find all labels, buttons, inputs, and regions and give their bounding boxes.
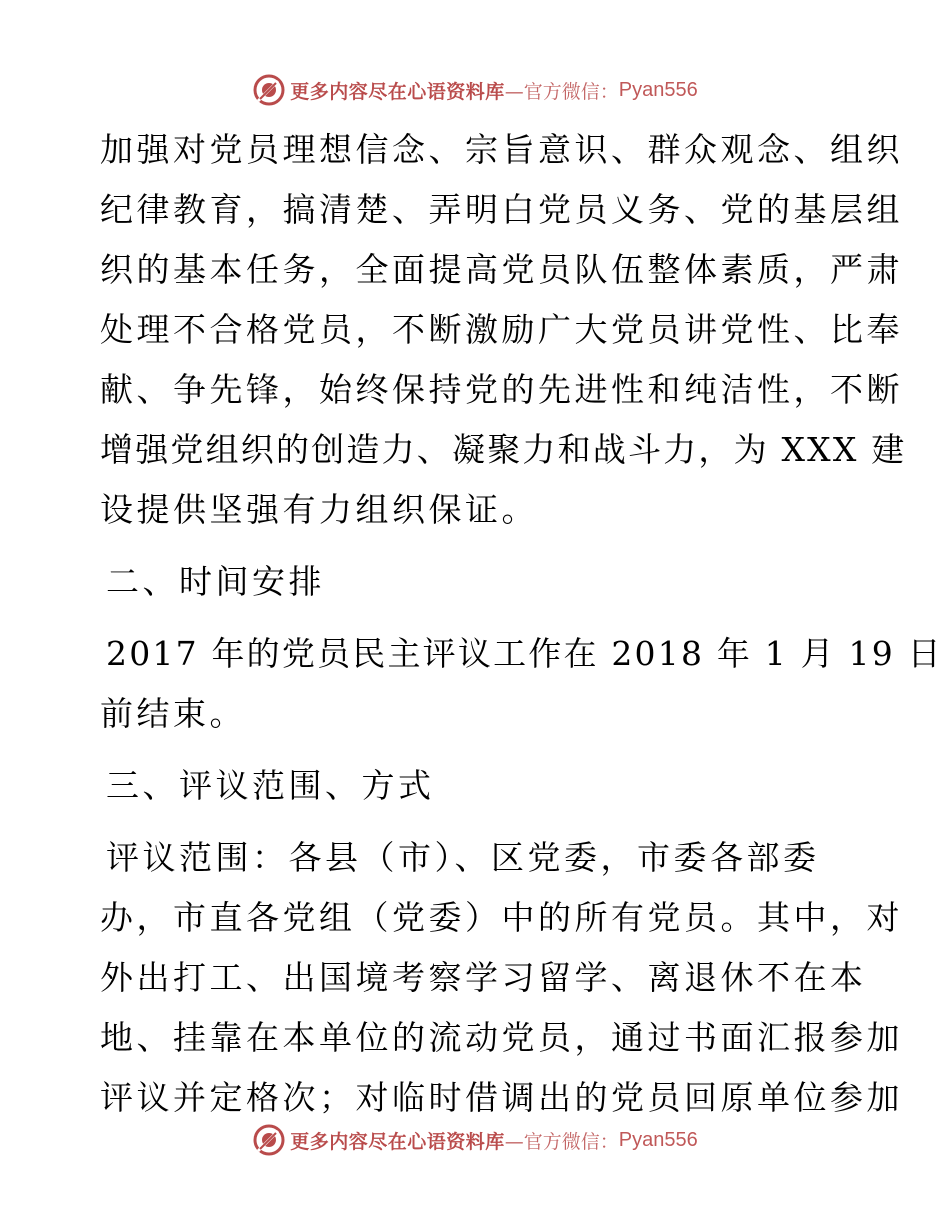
paragraph-1-line: 加强对党员理想信念、宗旨意识、群众观念、组织 <box>100 130 903 169</box>
paragraph-3-line: 办，市直各党组（党委）中的所有党员。其中，对 <box>100 898 903 937</box>
watermark-wechat-id: Pyan556 <box>618 1128 698 1151</box>
paragraph-3-line: 地、挂靠在本单位的流动党员，通过书面汇报参加 <box>100 1018 903 1057</box>
paragraph-1-line: 增强党组织的创造力、凝聚力和战斗力，为 XXX 建 <box>100 430 907 469</box>
paragraph-1-line: 设提供坚强有力组织保证。 <box>100 490 538 529</box>
paragraph-1-line: 纪律教育，搞清楚、弄明白党员义务、党的基层组 <box>100 190 903 229</box>
paragraph-1-line: 处理不合格党员，不断激励广大党员讲党性、比奉 <box>100 310 903 349</box>
paragraph-1-line: 织的基本任务，全面提高党员队伍整体素质，严肃 <box>100 250 903 289</box>
paragraph-1-line: 献、争先锋，始终保持党的先进性和纯洁性，不断 <box>100 370 903 409</box>
document-body <box>100 120 943 1128</box>
watermark-logo-icon <box>252 73 286 107</box>
watermark-secondary-text: —官方微信： <box>504 80 619 103</box>
paragraph-3-line: 评议并定格次；对临时借调出的党员回原单位参加 <box>100 1078 903 1117</box>
section-heading-scope: 三、评议范围、方式 <box>106 766 435 805</box>
watermark-wechat-id: Pyan556 <box>618 78 698 101</box>
paragraph-2-line: 前结束。 <box>100 694 246 733</box>
paragraph-3-line: 评议范围：各县（市）、区党委，市委各部委 <box>106 838 820 877</box>
paragraph-2-line: 2017 年的党员民主评议工作在 2018 年 1 月 19 日 <box>106 634 943 673</box>
watermark-primary-text: 更多内容尽在心语资料库 <box>290 80 505 103</box>
watermark-logo-icon <box>252 1123 286 1157</box>
watermark-primary-text: 更多内容尽在心语资料库 <box>290 1130 505 1153</box>
header-watermark <box>0 70 950 110</box>
paragraph-3-line: 外出打工、出国境考察学习留学、离退休不在本 <box>100 958 867 997</box>
watermark-secondary-text: —官方微信： <box>504 1130 619 1153</box>
footer-watermark <box>0 1120 950 1160</box>
section-heading-schedule: 二、时间安排 <box>106 562 325 601</box>
